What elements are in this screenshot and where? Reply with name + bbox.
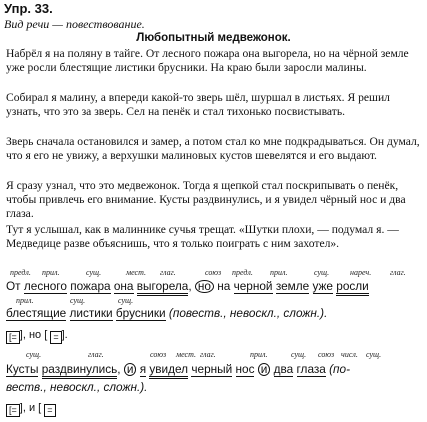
pos-label: мест. bbox=[176, 350, 196, 359]
pos-label: прил. bbox=[250, 350, 268, 359]
pos-label: сущ. bbox=[314, 268, 330, 277]
conjunction-circled: и bbox=[258, 363, 271, 376]
word: земле bbox=[275, 279, 310, 293]
sentence-scheme-1 bbox=[6, 329, 68, 344]
word: нос bbox=[235, 362, 255, 376]
pos-label: сущ. bbox=[70, 296, 86, 305]
paragraph-4: Я сразу узнал, что это медвежонок. Тогда я щепкой стал поскрипывать о пенёк, чтобы привлечь его внимание. Кусты раздвинулись, и я увидел чёрный нос и два глаза. bbox=[6, 179, 406, 220]
scheme-clause-box: = bbox=[50, 331, 61, 344]
pos-label: нареч. bbox=[350, 268, 372, 277]
word: черный bbox=[191, 362, 233, 376]
sentence-characteristics: (по- bbox=[329, 362, 351, 376]
subject-word: я bbox=[139, 362, 147, 376]
comma: , bbox=[117, 362, 121, 376]
analyzed-sentence-2 bbox=[6, 362, 350, 376]
word: лесного bbox=[23, 279, 67, 293]
pos-label: прил. bbox=[270, 268, 288, 277]
pos-label: сущ. bbox=[86, 268, 102, 277]
pos-label: прил. bbox=[42, 268, 60, 277]
sentence-scheme-2 bbox=[6, 402, 56, 417]
pos-label: числ. bbox=[341, 350, 358, 359]
paragraph-2: Собирал я малину, а впереди какой-то зверь шёл, шуршал в листьях. Я решил узнать, что это за зверь. Сел на пенёк и стал тихонько посвистывать. bbox=[6, 91, 390, 118]
scheme-joiner: ], и [ bbox=[19, 402, 42, 414]
sentence-characteristics-cont: веств., невоскл., сложн.). bbox=[6, 380, 148, 394]
word: на bbox=[217, 279, 231, 293]
analyzed-sentence-1-cont bbox=[6, 306, 327, 320]
pos-label: предл. bbox=[10, 268, 31, 277]
pos-label: сущ. bbox=[291, 350, 307, 359]
predicate-word: выгорела bbox=[137, 279, 189, 296]
paragraph-5: Тут я услышал, как в малиннике сучья трещат. «Шутки плохи, — подумал я. — Медведице разве объяснишь, что я только поиграть с ним захотел». bbox=[6, 223, 399, 250]
pos-label: сущ. bbox=[366, 350, 382, 359]
scheme-clause-box: [= bbox=[6, 404, 20, 417]
pos-label: союз bbox=[318, 350, 335, 359]
exercise-number: Упр. 33. bbox=[4, 1, 53, 16]
word: уже bbox=[312, 279, 333, 293]
word: листики bbox=[69, 306, 113, 320]
story-title: Любопытный медвежонок. bbox=[136, 32, 291, 44]
speech-type: Вид речи — повествование. bbox=[4, 17, 145, 31]
comma: , bbox=[188, 279, 192, 293]
word: От bbox=[6, 279, 21, 293]
subject-word: Кусты bbox=[6, 362, 39, 376]
subject-word: она bbox=[113, 279, 134, 293]
word: два bbox=[273, 362, 294, 376]
paragraph-1: Набрёл я на поляну в тайге. От лесного пожара она выгорела, но на чёрной земле уже росли блестящие листики брусники. На краю были заросли малины. bbox=[6, 47, 409, 74]
conjunction-circled: и bbox=[124, 363, 137, 376]
pos-label: мест. bbox=[126, 268, 146, 277]
scheme-clause-box: [= bbox=[6, 331, 20, 344]
pos-label: прил. bbox=[16, 296, 34, 305]
word: глаза bbox=[296, 362, 326, 376]
scheme-joiner: ], но [ bbox=[19, 329, 48, 341]
pos-label: сущ. bbox=[26, 350, 42, 359]
word: черной bbox=[233, 279, 273, 293]
word: пожара bbox=[70, 279, 111, 293]
pos-label: союз bbox=[150, 350, 167, 359]
scheme-end: ]. bbox=[61, 329, 68, 341]
sentence-characteristics: (повеств., невоскл., сложн.). bbox=[168, 306, 328, 320]
predicate-word: росли bbox=[336, 279, 369, 296]
subject-word: блестящие bbox=[6, 306, 67, 320]
predicate-word: увидел bbox=[149, 362, 188, 379]
pos-label: предл. bbox=[232, 268, 253, 277]
analyzed-sentence-1 bbox=[6, 279, 369, 293]
conjunction-circled: но bbox=[195, 280, 214, 293]
paragraph-3: Зверь сначала остановился и замер, а потом стал ко мне подкрадываться. Он думал, что я его не увижу, а верхушки малиновых кустов шевелятся и его выдают. bbox=[6, 135, 420, 162]
predicate-word: раздвинулись bbox=[42, 362, 118, 379]
pos-label: союз bbox=[205, 268, 222, 277]
pos-label: глаг. bbox=[200, 350, 216, 359]
word: брусники bbox=[115, 306, 166, 320]
pos-label: глаг. bbox=[160, 268, 176, 277]
pos-label: сущ. bbox=[118, 296, 134, 305]
pos-label: глаг. bbox=[390, 268, 406, 277]
pos-label: глаг. bbox=[88, 350, 104, 359]
scheme-clause-box: = bbox=[44, 404, 55, 417]
